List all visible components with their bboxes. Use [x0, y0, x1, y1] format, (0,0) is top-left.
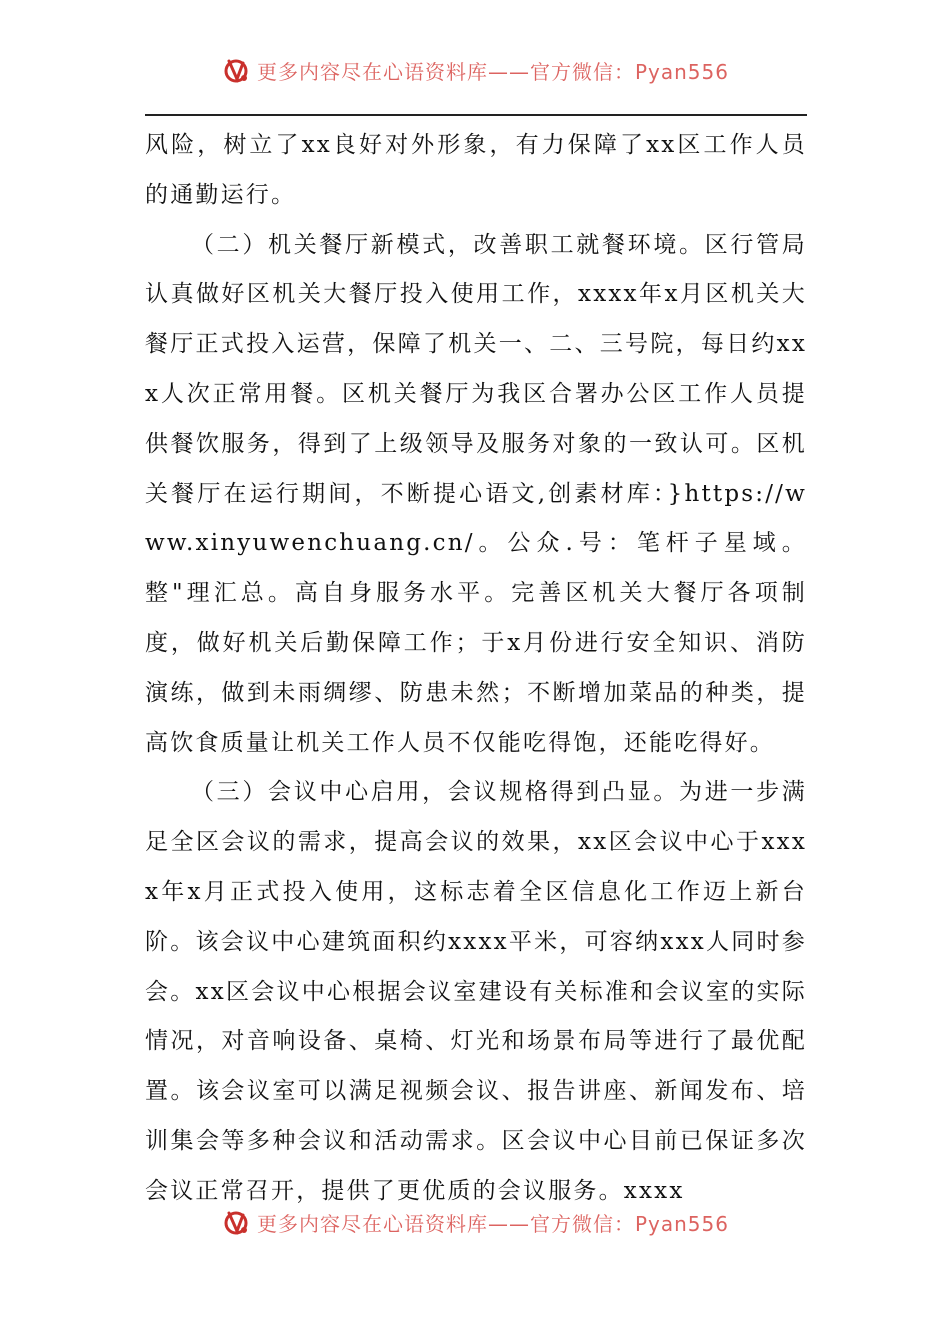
header-banner-text: 更多内容尽在心语资料库——官方微信：Pyan556: [256, 59, 729, 84]
logo-icon: [221, 55, 251, 85]
header-watermark-banner: [0, 52, 950, 88]
paragraph-conference-center: （三）会议中心启用，会议规格得到凸显。为进一步满足全区会议的需求，提高会议的效果，xx区会议中心于xxxx年x月正式投入使用，这标志着全区信息化工作迈上新台阶。该会议中心建筑面积约xxxx平米，可容纳xxx人同时参会。xx区会议中心根据会议室建设有关标准和会议室的实际情况，对音响设备、桌椅、灯光和场景布局等进行了最优配置。该会议室可以满足视频会议、报告讲座、新闻发布、培训集会等多种会议和活动需求。区会议中心目前已保证多次会议正常召开，提供了更优质的会议服务。xxxx: [145, 779, 807, 1204]
paragraph-continuation: 风险，树立了xx良好对外形象，有力保障了xx区工作人员的通勤运行。: [145, 132, 807, 208]
footer-banner-text: 更多内容尽在心语资料库——官方微信：Pyan556: [256, 1211, 729, 1236]
header-divider: [145, 114, 807, 116]
paragraph-canteen: （二）机关餐厅新模式，改善职工就餐环境。区行管局认真做好区机关大餐厅投入使用工作，xxxx年x月区机关大餐厅正式投入运营，保障了机关一、二、三号院，每日约xxx人次正常用餐。区机关餐厅为我区合署办公区工作人员提供餐饮服务，得到了上级领导及服务对象的一致认可。区机关餐厅在运行期间，不断提心语文,创素材库：}https://www.xinyuwenchuang.cn/。公众.号：笔杆子星域。整"理汇总。高自身服务水平。完善区机关大餐厅各项制度，做好机关后勤保障工作；于x月份进行安全知识、消防演练，做到未雨绸缪、防患未然；不断增加菜品的种类，提高饮食质量让机关工作人员不仅能吃得饱，还能吃得好。: [145, 231, 807, 756]
document-body: [145, 121, 807, 1217]
logo-icon: [221, 1207, 251, 1237]
footer-watermark-banner: [0, 1204, 950, 1240]
